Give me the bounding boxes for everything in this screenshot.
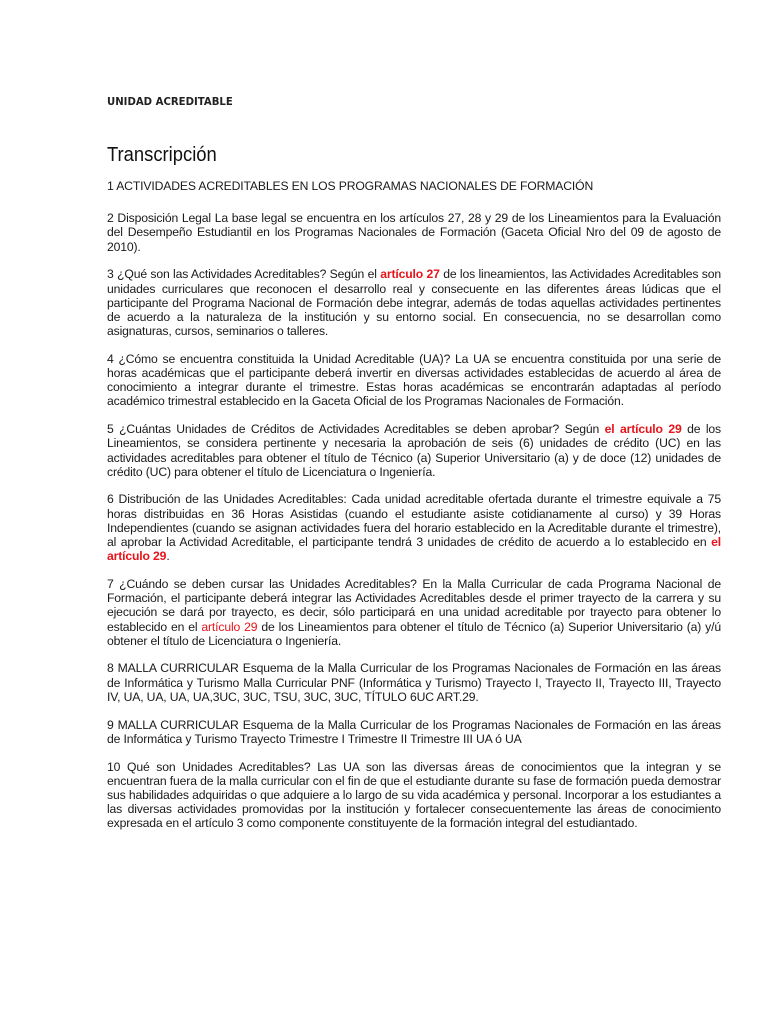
- document-title: Transcripción: [107, 144, 217, 166]
- paragraph-2: 2 Disposición Legal La base legal se encuentra en los artículos 27, 28 y 29 de los Lineamientos para la Evaluación del Desempeño Estudiantil en los Programas Nacionales de Formación (Gaceta Oficial Nro del 09 de agosto de 2010).: [107, 211, 721, 254]
- paragraph-3-text-b: de los lineamientos, las Actividades Acreditables son unidades curriculares que reconocen el desarrollo real y consecuente en las diferentes áreas lúdicas que el participante del Programa Nacional de Formación debe integrar, además de todas aquellas actividades pertinentes de acuerdo a la naturaleza de la institución y su entorno social. En consecuencia, no se desarrollan como asignaturas, cursos, seminarios o talleres.: [107, 267, 721, 339]
- document-heading: UNIDAD ACREDITABLE: [107, 95, 233, 108]
- paragraph-10: 10 Qué son Unidades Acreditables? Las UA son las diversas áreas de conocimientos que la integran y se encuentran fuera de la malla curricular con el fin de que el estudiante durante su fase de formación pueda demostrar sus habilidades adquiridas o que adquiere a lo largo de su vida académica y personal. Incorporar a los estudiantes a las diversas actividades promovidas por la institución y fortalecer consecuentemente las áreas de conocimiento expresada en el artículo 3 como componente constituyente de la formación integral del estudiantado.: [107, 759, 721, 831]
- paragraph-5-text-b: de los Lineamientos, se considera pertinente y necesaria la aprobación de seis (6) unidades de crédito (UC) en las actividades acreditables para obtener el título de Técnico (a) Superior Universitario (a) y de doce (12) unidades de crédito (UC) para obtener el título de Licenciatura o Ingeniería.: [107, 422, 721, 479]
- paragraph-7-text-b: de los Lineamientos para obtener el título de Técnico (a) Superior Universitario (a) y/ú obtener el título de Licenciatura o Ingeniería.: [107, 619, 721, 648]
- paragraph-5: [107, 422, 721, 479]
- paragraph-3-text-a: 3 ¿Qué son las Actividades Acreditables? Según el: [107, 267, 381, 282]
- paragraph-1: 1 ACTIVIDADES ACREDITABLES EN LOS PROGRAMAS NACIONALES DE FORMACIÓN: [107, 179, 594, 193]
- paragraph-6: [107, 492, 721, 563]
- paragraph-6-text-b: .: [166, 549, 170, 564]
- paragraph-7: [107, 577, 721, 648]
- link-el-articulo-29-p5[interactable]: el artículo 29: [604, 422, 682, 437]
- link-el-articulo-29-p6[interactable]: el artículo 29: [107, 535, 721, 564]
- paragraph-4: 4 ¿Cómo se encuentra constituida la Unidad Acreditable (UA)? La UA se encuentra constituida por una serie de horas académicas que el participante deberá invertir en diversas actividades establecidas de acuerdo al área de conocimiento a integrar durante el trimestre. Estas horas académicas se encontrarán adaptadas al período académico trimestral establecido en la Gaceta Oficial de los Programas Nacionales de Formación.: [107, 351, 721, 409]
- document-body: [107, 179, 721, 844]
- paragraph-7-text-a: 7 ¿Cuándo se deben cursar las Unidades Acreditables? En la Malla Curricular de cada Programa Nacional de Formación, el participante deberá integrar las Actividades Acreditables desde el primer trayecto de la carrera y su ejecución se dará por trayecto, es decir, sólo participará en una unidad acreditable por trayecto para obtener lo establecido en el: [107, 576, 721, 634]
- paragraph-9: 9 MALLA CURRICULAR Esquema de la Malla Curricular de los Programas Nacionales de Formación en las áreas de Informática y Turismo Trayecto Trimestre I Trimestre II Trimestre III UA ó UA: [107, 717, 721, 746]
- paragraph-6-text-a: 6 Distribución de las Unidades Acreditables: Cada unidad acreditable ofertada durante el trimestre equivale a 75 horas distribuidas en 36 Horas Asistidas (cuando el estudiante asiste cotidianamente al curso) y 39 Horas Independientes (cuando se asignan actividades fuera del horario establecido en la Acreditable durante el trimestre), al aprobar la Actividad Acreditable, el participante tendrá 3 unidades de crédito de acuerdo a lo establecido en: [107, 492, 721, 550]
- paragraph-3: [107, 267, 721, 338]
- paragraph-8: 8 MALLA CURRICULAR Esquema de la Malla Curricular de los Programas Nacionales de Formación en las áreas de Informática y Turismo Malla Curricular PNF (Informática y Turismo) Trayecto I, Trayecto II, Trayecto III, Trayecto IV, UA, UA, UA, UA,3UC, 3UC, TSU, 3UC, 3UC, TÍTULO 6UC ART.29.: [107, 661, 721, 704]
- link-articulo-27[interactable]: artículo 27: [380, 267, 440, 282]
- link-articulo-29-p7[interactable]: artículo 29: [201, 619, 258, 634]
- paragraph-5-text-a: 5 ¿Cuántas Unidades de Créditos de Actividades Acreditables se deben aprobar? Según: [107, 422, 605, 437]
